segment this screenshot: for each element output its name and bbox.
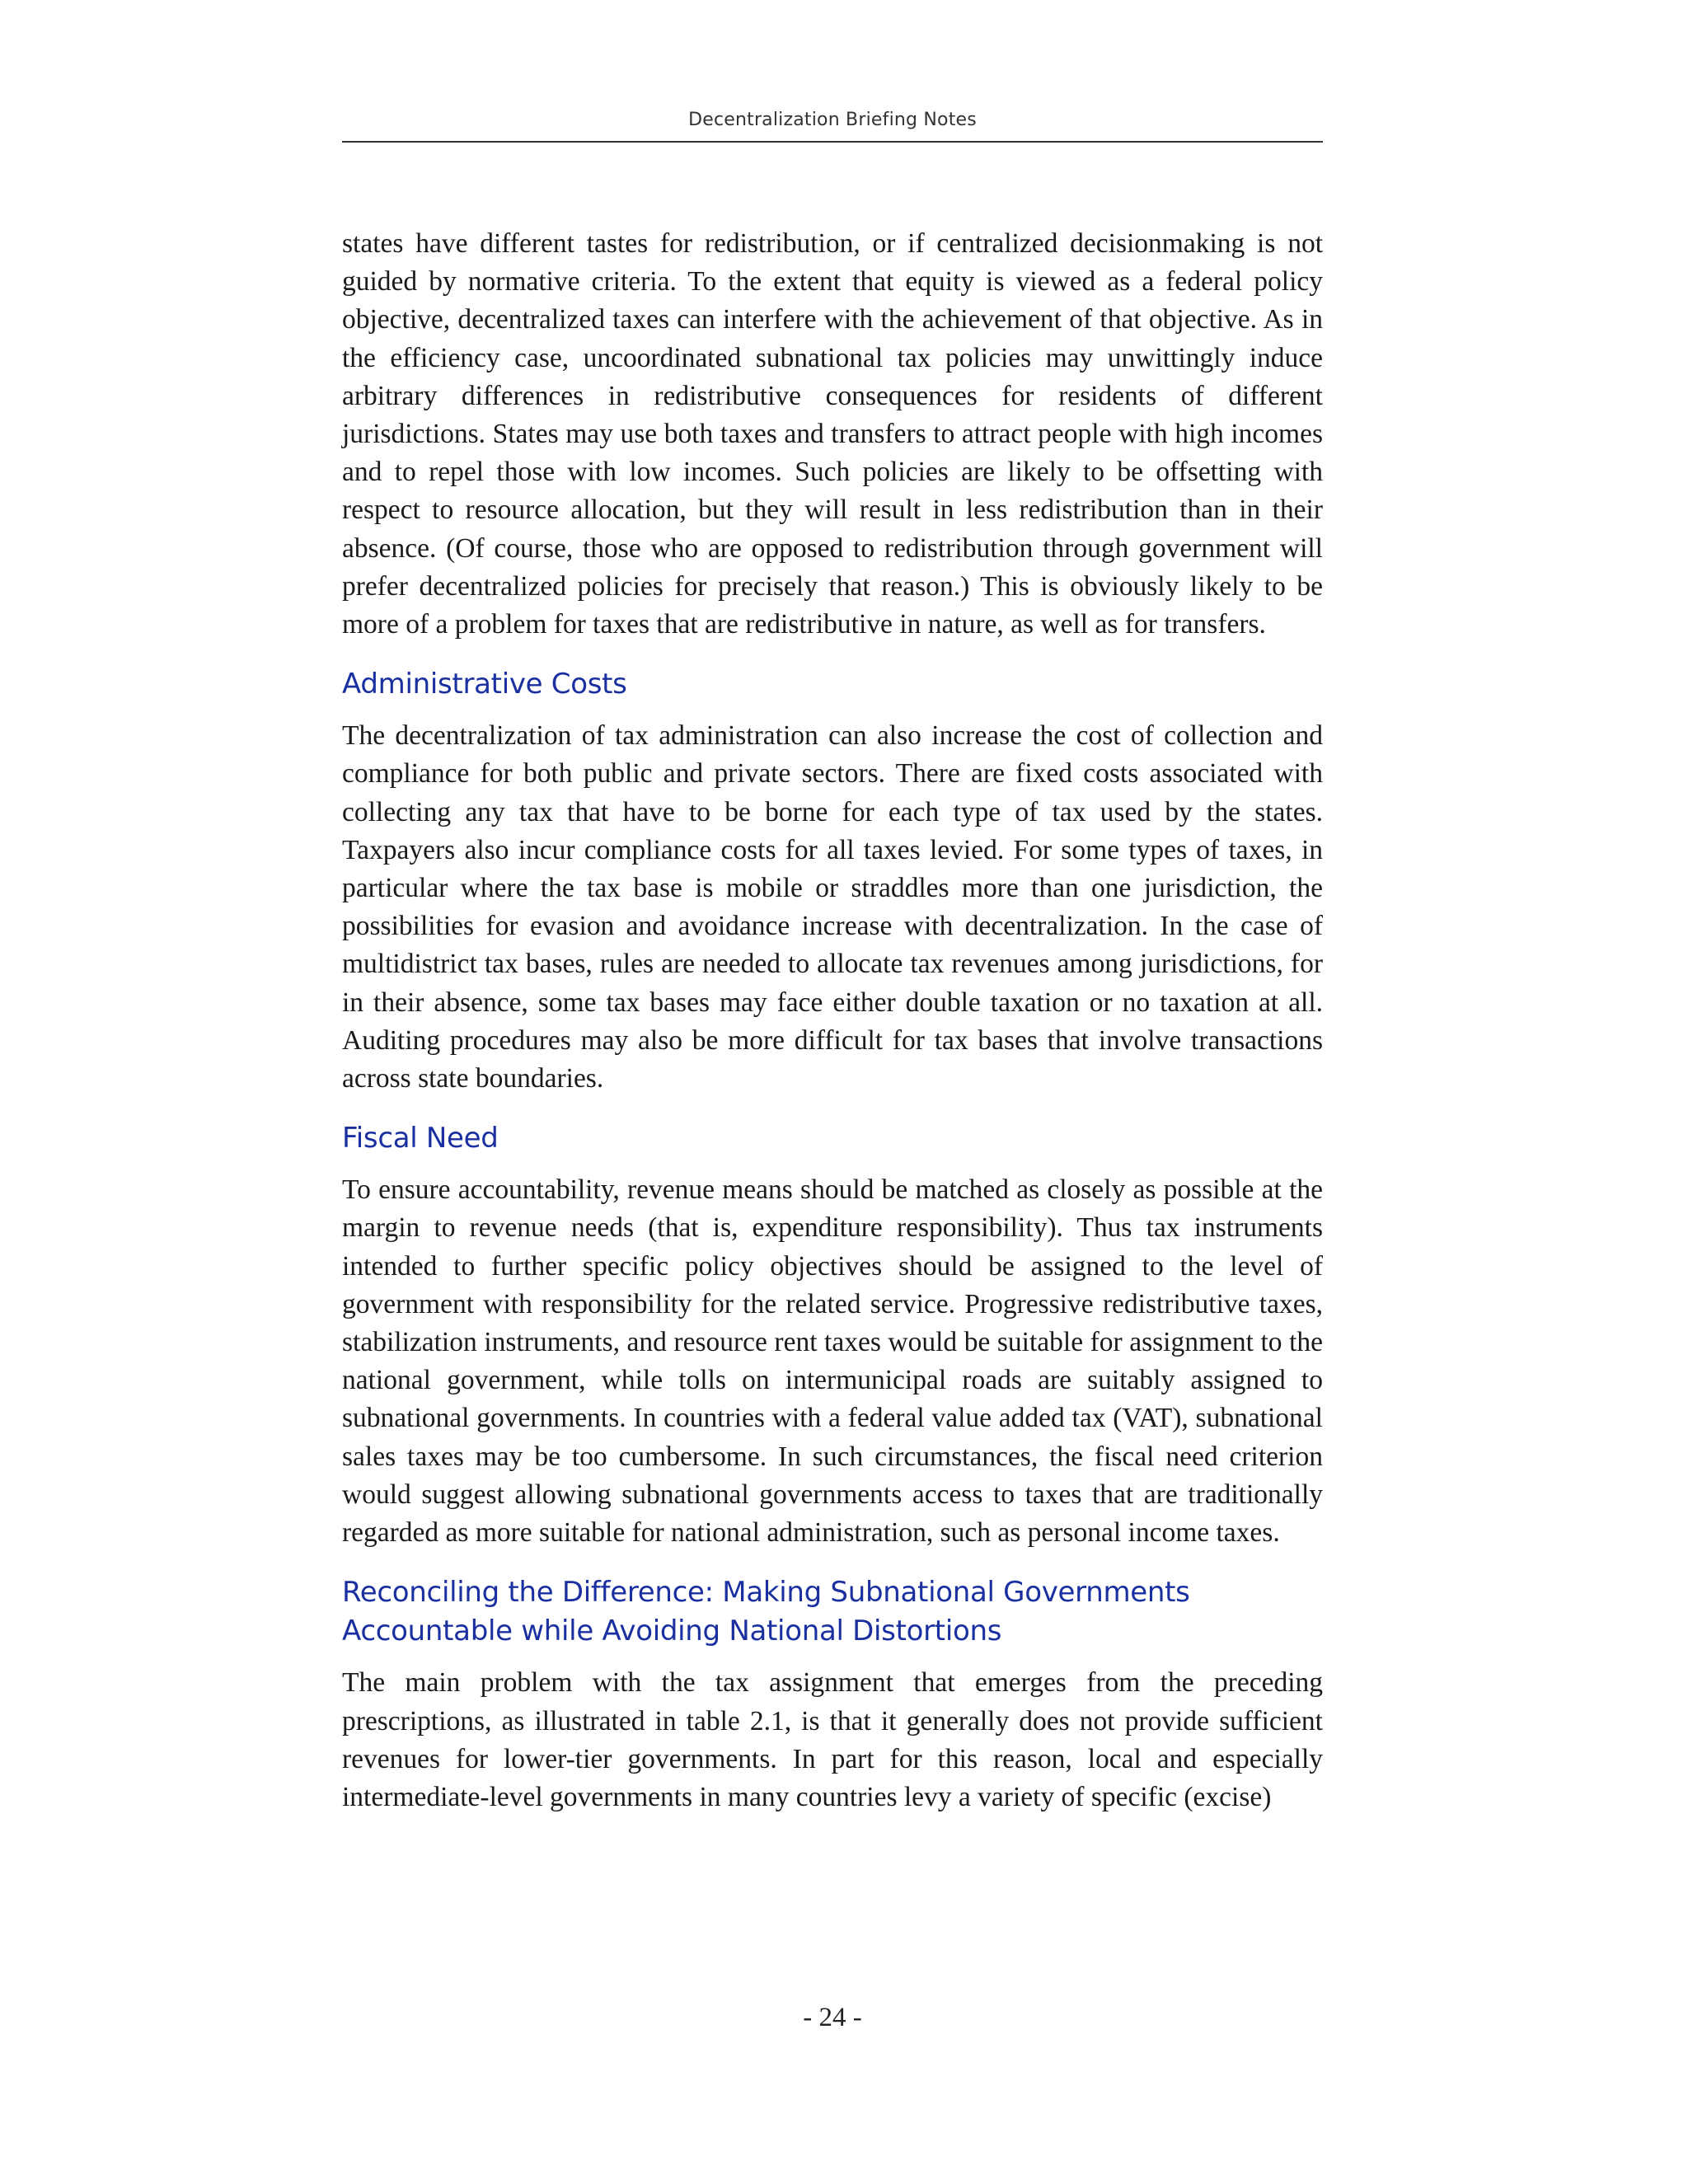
header-rule — [342, 141, 1323, 143]
paragraph-reconciling-the-difference: The main problem with the tax assignment that emerges from the preceding prescriptions, as illustrated in table 2.1, is that it generally does not provide sufficient revenues for lower-tier governments. In part for this reason, local and especially intermediate-level governments in many countries levy a variety of specific (excise) — [342, 1667, 1323, 1812]
heading-fiscal-need: Fiscal Need — [342, 1122, 499, 1155]
heading-reconciling-the-difference: Reconciling the Difference: Making Subnational Governments Accountable while Avoiding National Distortions — [342, 1576, 1190, 1648]
page-number: - 24 - — [803, 2003, 862, 2032]
heading-administrative-costs: Administrative Costs — [342, 668, 627, 701]
intro-paragraph: states have different tastes for redistribution, or if centralized decisionmaking is not guided by normative criteria. To the extent that equity is viewed as a federal policy objective, decentralized taxes can interfere with the achievement of that objective. As in the efficiency case, uncoordinated subnational tax policies may unwittingly induce arbitrary differences in redistributive consequences for residents of different jurisdictions. States may use both taxes and transfers to attract people with high incomes and to repel those with low incomes. Such policies are likely to be offsetting with respect to resource allocation, but they will result in less redistribution than in their absence. (Of course, those who are opposed to redistribution through government will prefer decentralized policies for precisely that reason.) This is obviously likely to be more of a problem for taxes that are redistributive in nature, as well as for transfers. — [342, 228, 1323, 640]
body-text — [342, 225, 1323, 1816]
paragraph-fiscal-need: To ensure accountability, revenue means should be matched as closely as possible at the margin to revenue needs (that is, expenditure responsibility). Thus tax instruments intended to further specific policy objectives should be assigned to the level of government with responsibility for the related service. Progressive redistributive taxes, stabilization instruments, and resource rent taxes would be suitable for assignment to the national government, while tolls on intermunicipal roads are suitably assigned to subnational governments. In countries with a federal value added tax (VAT), subnational sales taxes may be too cumbersome. In such circumstances, the fiscal need criterion would suggest allowing subnational governments access to taxes that are traditionally regarded as more suitable for national administration, such as personal income taxes. — [342, 1174, 1323, 1549]
paragraph-administrative-costs: The decentralization of tax administration can also increase the cost of collection and compliance for both public and private sectors. There are fixed costs associated with collecting any tax that have to be borne for each type of tax used by the states. Taxpayers also incur compliance costs for all taxes levied. For some types of taxes, in particular where the tax base is mobile or straddles more than one jurisdiction, the possibilities for evasion and avoidance increase with decentralization. In the case of multidistrict tax bases, rules are needed to allocate tax revenues among jurisdictions, for in their absence, some tax bases may face either double taxation or no taxation at all. Auditing procedures may also be more difficult for tax bases that involve transactions across state boundaries. — [342, 720, 1323, 1094]
running-head: Decentralization Briefing Notes — [688, 110, 977, 130]
